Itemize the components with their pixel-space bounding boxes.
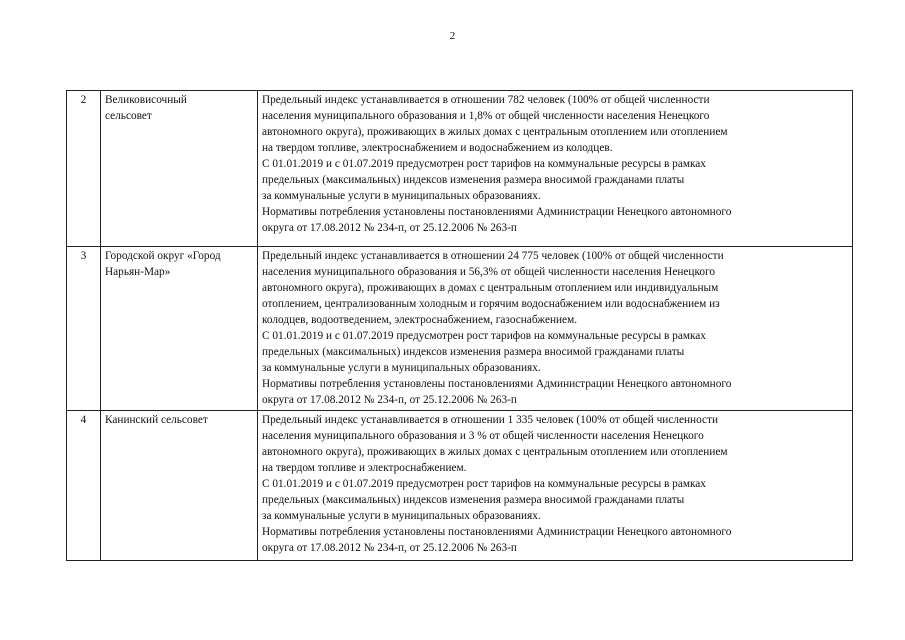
municipality-name-line: Городской округ «Город	[105, 250, 221, 262]
description-line: Нормативы потребления установлены постановлениями Администрации Ненецкого автономного	[262, 526, 732, 538]
description-line: на твердом топливе, электроснабжением и водоснабжением из колодцев.	[262, 142, 613, 154]
description-line: автономного округа), проживающих в домах с центральным отоплением или индивидуальным	[262, 282, 719, 294]
municipality-name-line: сельсовет	[105, 110, 152, 122]
description-line: за коммунальные услуги в муниципальных образованиях.	[262, 510, 541, 522]
description-line: предельных (максимальных) индексов изменения размера вносимой гражданами платы	[262, 346, 685, 358]
description-line: населения муниципального образования и 3 % от общей численности населения Ненецкого	[262, 430, 704, 442]
description-line: автономного округа), проживающих в жилых домах с центральным отоплением или отоплением	[262, 446, 728, 458]
description-line: предельных (максимальных) индексов изменения размера вносимой гражданами платы	[262, 494, 685, 506]
index-description	[258, 411, 853, 561]
row-number: 2	[67, 91, 101, 247]
table-row	[67, 411, 853, 561]
description-line: Предельный индекс устанавливается в отношении 782 человек (100% от общей численности	[262, 94, 710, 106]
municipality-name	[101, 411, 258, 561]
description-line: автономного округа), проживающих в жилых домах с центральным отоплением или отоплением	[262, 126, 728, 138]
description-line: на твердом топливе и электроснабжением.	[262, 462, 467, 474]
description-line: Нормативы потребления установлены постановлениями Администрации Ненецкого автономного	[262, 378, 732, 390]
description-line: С 01.01.2019 и с 01.07.2019 предусмотрен рост тарифов на коммунальные ресурсы в рамках	[262, 158, 706, 170]
description-line: округа от 17.08.2012 № 234-п, от 25.12.2006 № 263-п	[262, 542, 517, 554]
page-number: 2	[449, 30, 456, 42]
municipality-name-line: Великовисочный	[105, 94, 187, 106]
description-line: Предельный индекс устанавливается в отношении 24 775 человек (100% от общей численности	[262, 250, 724, 262]
description-line: за коммунальные услуги в муниципальных образованиях.	[262, 190, 541, 202]
row-number: 4	[67, 411, 101, 561]
description-line: колодцев, водоотведением, электроснабжением, газоснабжением.	[262, 314, 578, 326]
description-line: предельных (максимальных) индексов изменения размера вносимой гражданами платы	[262, 174, 685, 186]
row-number: 3	[67, 247, 101, 411]
table-row	[67, 247, 853, 411]
description-line: населения муниципального образования и 1,8% от общей численности населения Ненецкого	[262, 110, 710, 122]
description-line: отоплением, централизованным холодным и горячим водоснабжением или водоснабжением из	[262, 298, 720, 310]
description-line: округа от 17.08.2012 № 234-п, от 25.12.2006 № 263-п	[262, 222, 517, 234]
index-description	[258, 91, 853, 247]
description-line: населения муниципального образования и 56,3% от общей численности населения Ненецкого	[262, 266, 716, 278]
municipality-name-line: Нарьян-Мар»	[105, 266, 171, 278]
description-line: округа от 17.08.2012 № 234-п, от 25.12.2006 № 263-п	[262, 394, 517, 406]
municipality-name	[101, 247, 258, 411]
tariff-table	[66, 90, 853, 561]
table-row	[67, 91, 853, 247]
description-line: за коммунальные услуги в муниципальных образованиях.	[262, 362, 541, 374]
description-line: Нормативы потребления установлены постановлениями Администрации Ненецкого автономного	[262, 206, 732, 218]
municipality-name-line: Канинский сельсовет	[105, 414, 208, 426]
description-line: С 01.01.2019 и с 01.07.2019 предусмотрен рост тарифов на коммунальные ресурсы в рамках	[262, 330, 706, 342]
description-line: С 01.01.2019 и с 01.07.2019 предусмотрен рост тарифов на коммунальные ресурсы в рамках	[262, 478, 706, 490]
index-description	[258, 247, 853, 411]
description-line: Предельный индекс устанавливается в отношении 1 335 человек (100% от общей численности	[262, 414, 719, 426]
municipality-name	[101, 91, 258, 247]
